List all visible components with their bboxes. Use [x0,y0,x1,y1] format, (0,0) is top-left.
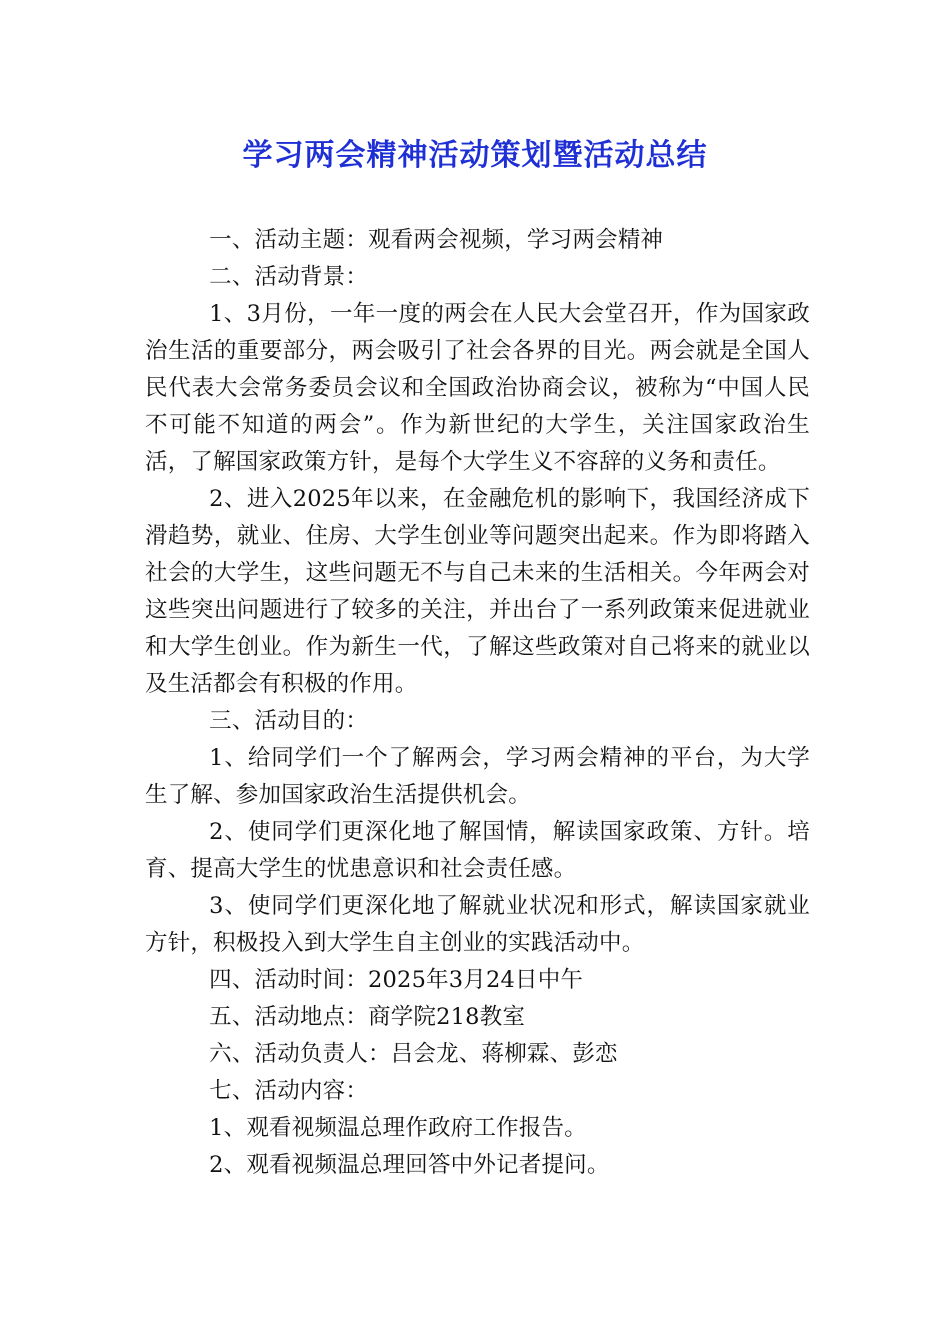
document-title: 学习两会精神活动策划暨活动总结 [242,138,708,173]
paragraph: 2、进入2025年以来，在金融危机的影响下，我国经济成下滑趋势，就业、住房、大学生创业等问题突出起来。作为即将踏入社会的大学生，这些问题无不与自己未来的生活相关。今年两会对这些突出问题进行了较多的关注，并出台了一系列政策来促进就业和大学生创业。作为新生一代，了解这些政策对自己将来的就业以及生活都会有积极的作用。 [145,486,810,697]
paragraph: 1、给同学们一个了解两会，学习两会精神的平台，为大学生了解、参加国家政治生活提供机会。 [145,745,810,808]
paragraph: 五、活动地点：商学院218教室 [209,1004,526,1030]
paragraph: 1、3月份，一年一度的两会在人民大会堂召开，作为国家政治生活的重要部分，两会吸引了社会各界的目光。两会就是全国人民代表大会常务委员会议和全国政治协商会议，被称为“中国人民不可能不知道的两会”。作为新世纪的大学生，关注国家政治生活，了解国家政策方针，是每个大学生义不容辞的义务和责任。 [145,301,810,475]
paragraph: 二、活动背景： [209,264,369,290]
paragraph: 七、活动内容： [209,1078,369,1104]
paragraph: 2、观看视频温总理回答中外记者提问。 [209,1152,610,1178]
document-body [145,222,810,1184]
paragraph: 3、使同学们更深化地了解就业状况和形式，解读国家就业方针，积极投入到大学生自主创业的实践活动中。 [145,893,810,956]
paragraph: 三、活动目的： [209,708,369,734]
paragraph: 四、活动时间：2025年3月24日中午 [209,967,584,993]
paragraph: 1、观看视频温总理作政府工作报告。 [209,1115,587,1141]
paragraph: 一、活动主题：观看两会视频，学习两会精神 [209,227,664,253]
paragraph: 六、活动负责人：吕会龙、蒋柳霖、彭恋 [209,1041,618,1067]
paragraph: 2、使同学们更深化地了解国情，解读国家政策、方针。培育、提高大学生的忧患意识和社会责任感。 [145,819,810,882]
